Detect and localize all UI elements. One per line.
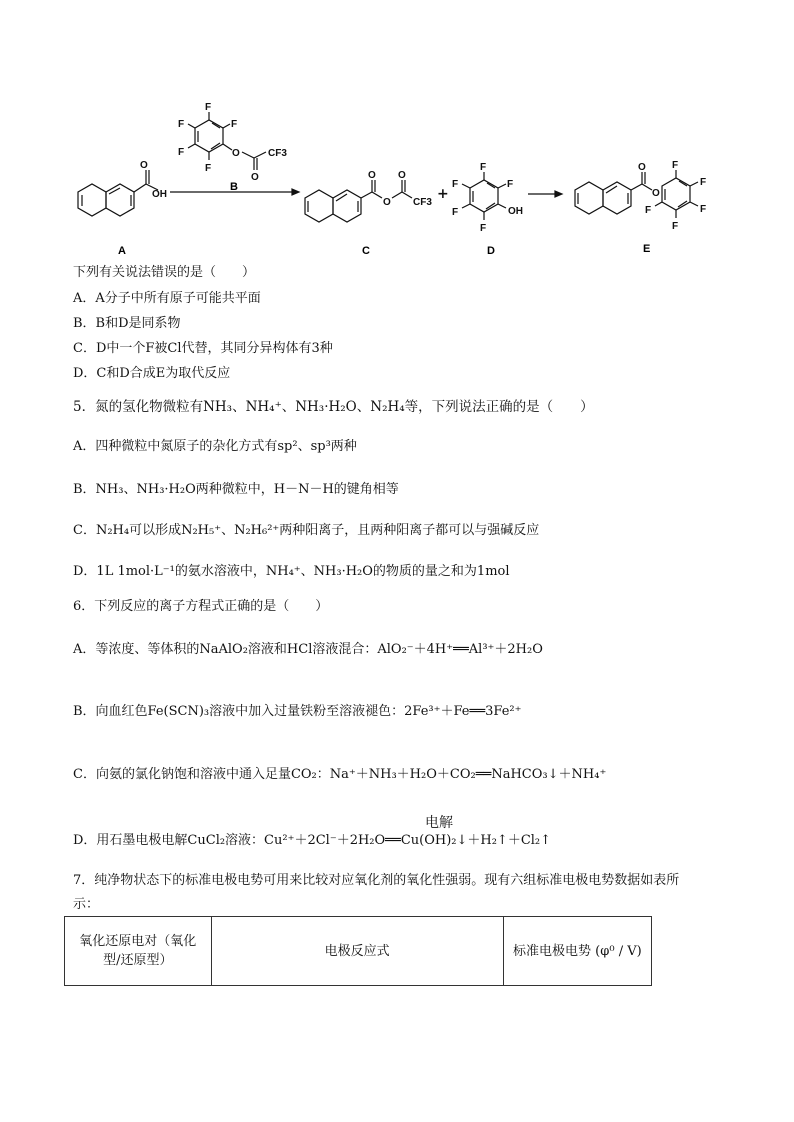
table-header-cell: 电极反应式 (211, 917, 503, 986)
arrow-head (292, 189, 299, 195)
atom-f: F (178, 119, 185, 130)
atom-o: O (383, 197, 391, 208)
electrolysis-label: 电解 (425, 815, 453, 831)
q7-stem-line1: 7．纯净物状态下的标准电极电势可用来比较对应氧化剂的氧化性强弱。现有六组标准电极电势数据如表所 (73, 873, 680, 888)
q6-option-c: C．向氨的氯化钠饱和溶液中通入足量CO₂：Na⁺＋NH₃＋H₂O＋CO₂══NaHCO₃↓＋NH₄⁺ (73, 767, 607, 782)
atom-f: F (645, 205, 652, 216)
atom-cf3: CF3 (413, 197, 432, 208)
atom-f: F (178, 147, 185, 158)
q6-option-a: A．等浓度、等体积的NaAlO₂溶液和HCl溶液混合：AlO₂⁻＋4H⁺══Al³⁺＋2H₂O (73, 642, 543, 657)
q6-option-b: B．向血红色Fe(SCN)₃溶液中加入过量铁粉至溶液褪色：2Fe³⁺＋Fe══3Fe²⁺ (73, 704, 522, 719)
atom-f: F (672, 160, 679, 171)
potential-table (64, 916, 652, 986)
atom-oh: OH (508, 206, 523, 217)
atom-o: O (232, 148, 240, 159)
q4-option-a: A．A分子中所有原子可能共平面 (73, 291, 261, 306)
label-b: B (230, 181, 238, 193)
atom-f: F (480, 162, 487, 173)
atom-o: O (652, 188, 660, 199)
atom-o: O (251, 172, 259, 183)
molecule-b (178, 102, 287, 183)
molecule-a (78, 160, 167, 216)
q4-option-c: C．D中一个F被Cl代替，其同分异构体有3种 (73, 341, 333, 356)
q6-option-d: D．用石墨电极电解CuCl₂溶液：Cu²⁺＋2Cl⁻＋2H₂O══Cu(OH)₂↓＋H₂↑＋Cl₂↑ (73, 833, 552, 848)
table-header-row (65, 917, 652, 986)
atom-cf3: CF3 (268, 148, 287, 159)
atom-f: F (452, 179, 459, 190)
atom-o: O (368, 170, 376, 181)
label-e: E (643, 243, 651, 255)
q5-option-b: B．NH₃、NH₃·H₂O两种微粒中，H－N－H的键角相等 (73, 482, 399, 497)
arrow-head (555, 191, 562, 197)
molecule-e (575, 160, 706, 232)
q5-stem: 5．氮的氢化物微粒有NH₃、NH₄⁺、NH₃·H₂O、N₂H₄等，下列说法正确的是（ ） (73, 399, 594, 415)
atom-f: F (452, 207, 459, 218)
table-header-cell: 标准电极电势 (φ⁰ / V) (503, 917, 651, 986)
atom-f: F (507, 179, 514, 190)
atom-o: O (140, 160, 148, 171)
q7-stem-line2: 示： (73, 897, 100, 912)
atom-f: F (205, 163, 212, 174)
q4-option-d: D．C和D合成E为取代反应 (73, 366, 231, 381)
reaction-scheme (0, 0, 794, 265)
atom-f: F (672, 221, 679, 232)
atom-o: O (398, 170, 406, 181)
atom-f: F (700, 177, 707, 188)
molecule-c (305, 170, 432, 222)
atom-f: F (480, 223, 487, 234)
atom-f: F (700, 204, 707, 215)
atom-f: F (205, 102, 212, 113)
table-header-cell: 氧化还原电对（氧化型/还原型） (65, 917, 212, 986)
label-d: D (487, 245, 495, 257)
q5-option-a: A．四种微粒中氮原子的杂化方式有sp²、sp³两种 (73, 439, 357, 454)
q4-option-b: B．B和D是同系物 (73, 316, 181, 331)
molecule-d (452, 162, 523, 234)
q5-option-c: C．N₂H₄可以形成N₂H₅⁺、N₂H₆²⁺两种阳离子，且两种阳离子都可以与强碱反应 (73, 523, 540, 538)
atom-o: O (638, 162, 646, 173)
q6-stem: 6．下列反应的离子方程式正确的是（ ） (73, 599, 329, 614)
atom-oh: OH (152, 189, 167, 200)
label-a: A (118, 245, 126, 257)
q5-option-d: D．1L 1mol·L⁻¹的氨水溶液中，NH₄⁺、NH₃·H₂O的物质的量之和为1mol (73, 564, 510, 579)
label-c: C (362, 245, 370, 257)
atom-f: F (231, 119, 238, 130)
q4-stem: 下列有关说法错误的是（ ） (73, 265, 256, 280)
plus-sign: + (437, 186, 449, 202)
